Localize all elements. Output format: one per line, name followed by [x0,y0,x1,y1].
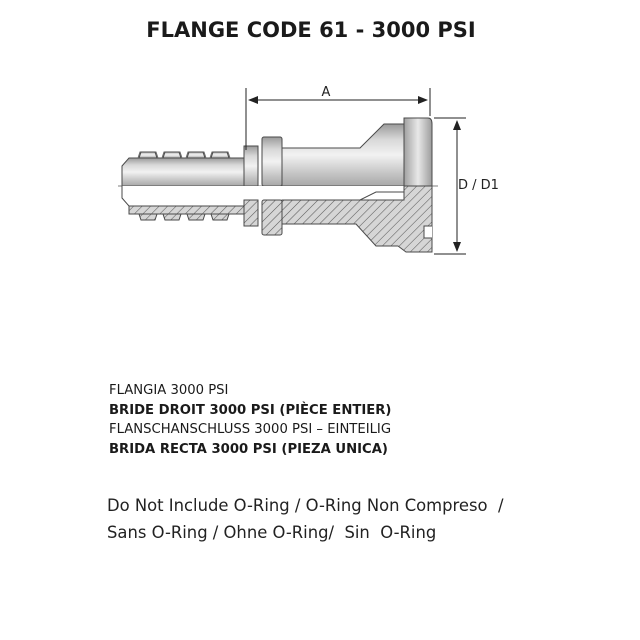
fitting-exterior-half [122,118,432,186]
description-line-italian: FLANGIA 3000 PSI [109,383,229,398]
description-block [109,381,391,459]
page-title: FLANGE CODE 61 - 3000 PSI [146,18,476,42]
dimension-d-label: D / D1 [458,178,499,193]
dimension-d [434,118,499,254]
oring-note [107,492,504,546]
dimension-a-label: A [321,85,331,100]
description-line-german: FLANSCHANSCHLUSS 3000 PSI – EINTEILIG [109,422,392,437]
description-line-french: BRIDE DROIT 3000 PSI (PIÈCE ENTIER) [109,402,392,418]
oring-note-line-2: Sans O-Ring / Ohne O-Ring/ Sin O-Ring [107,523,437,542]
description-line-spanish: BRIDA RECTA 3000 PSI (PIEZA UNICA) [109,441,388,457]
fitting-section-half [122,186,432,252]
oring-note-line-1: Do Not Include O-Ring / O-Ring Non Compreso / [107,496,504,515]
